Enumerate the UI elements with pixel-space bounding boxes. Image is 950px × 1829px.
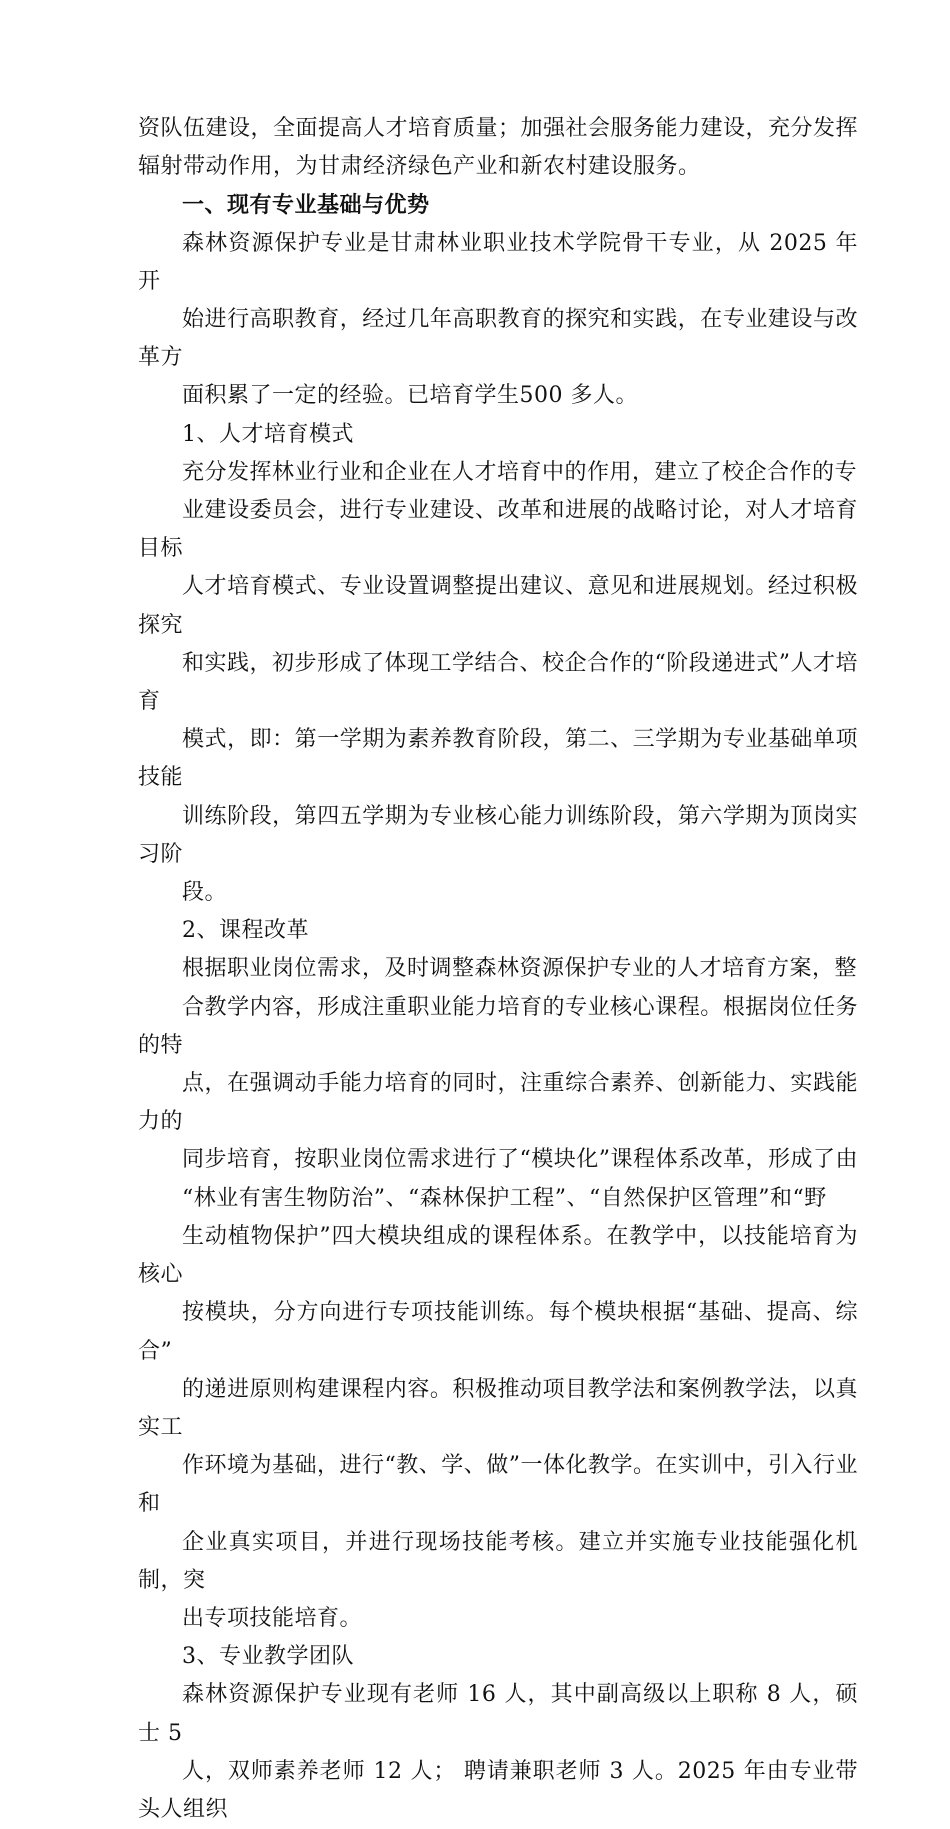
subsection-heading	[138, 912, 858, 950]
text-line: 按模块，分方向进行专项技能训练。每个模块根据“基础、提高、综合”	[138, 1300, 858, 1364]
text-line: 面积累了一定的经验。已培育学生500 多人。	[182, 383, 638, 409]
text-line: 作环境为基础，进行“教、学、做”一体化教学。在实训中，引入行业和	[138, 1453, 858, 1517]
text-line: 始进行高职教育，经过几年高职教育的探究和实践，在专业建设与改革方	[138, 307, 858, 371]
text-line: 企业真实项目，并进行现场技能考核。建立并实施专业技能强化机制，突	[138, 1529, 858, 1593]
body-paragraph	[138, 1676, 858, 1829]
document-body	[138, 110, 858, 1829]
text-line: 1、人才培育模式	[182, 421, 354, 447]
text-line: 一、现有专业基础与优势	[182, 192, 430, 219]
body-paragraph	[138, 950, 858, 1638]
section-heading	[138, 186, 858, 224]
body-paragraph	[138, 454, 858, 912]
body-paragraph	[138, 110, 858, 186]
text-line: 森林资源保护专业现有老师 16 人，其中副高级以上职称 8 人，硕士 5	[138, 1682, 858, 1746]
text-line: 生动植物保护”四大模块组成的课程体系。在教学中，以技能培育为核心	[138, 1223, 858, 1288]
text-line: 业建设委员会，进行专业建设、改革和进展的战略讨论，对人才培育目标	[138, 498, 858, 562]
text-line: 3、专业教学团队	[182, 1644, 354, 1670]
text-line: 2、课程改革	[182, 918, 309, 944]
text-line: 合教学内容，形成注重职业能力培育的专业核心课程。根据岗位任务的特	[138, 994, 858, 1058]
text-line: 辐射带动作用，为甘肃经济绿色产业和新农村建设服务。	[138, 154, 701, 180]
text-line: “林业有害生物防治”、“森林保护工程”、“自然保护区管理”和“野	[182, 1185, 827, 1211]
text-line: 同步培育，按职业岗位需求进行了“模块化”课程体系改革，形成了由	[182, 1147, 858, 1173]
text-line: 充分发挥林业行业和企业在人才培育中的作用，建立了校企合作的专	[182, 459, 858, 485]
text-line: 根据职业岗位需求，及时调整森林资源保护专业的人才培育方案，整	[182, 956, 858, 982]
text-line: 的递进原则构建课程内容。积极推动项目教学法和案例教学法，以真实工	[138, 1376, 858, 1440]
text-line: 出专项技能培育。	[182, 1605, 363, 1631]
text-line: 点，在强调动手能力培育的同时，注重综合素养、创新能力、实践能力的	[138, 1071, 858, 1135]
text-line: 训练阶段，第四五学期为专业核心能力训练阶段，第六学期为顶岗实习阶	[138, 803, 858, 867]
subsection-heading	[138, 416, 858, 454]
text-line: 森林资源保护专业是甘肃林业职业技术学院骨干专业，从 2025 年开	[138, 230, 858, 294]
text-line: 模式，即：第一学期为素养教育阶段，第二、三学期为专业基础单项技能	[138, 727, 858, 791]
text-line: 人才培育模式、专业设置调整提出建议、意见和进展规划。经过积极探究	[138, 574, 858, 638]
subsection-heading	[138, 1638, 858, 1676]
text-line: 资队伍建设，全面提高人才培育质量；加强社会服务能力建设，充分发挥	[138, 116, 859, 141]
text-line: 段。	[182, 880, 228, 906]
body-paragraph	[138, 225, 858, 416]
text-line: 人，双师素养老师 12 人； 聘请兼职老师 3 人。2025 年由专业带头人组织	[138, 1758, 858, 1822]
text-line: 和实践，初步形成了体现工学结合、校企合作的“阶段递进式”人才培育	[138, 650, 858, 715]
